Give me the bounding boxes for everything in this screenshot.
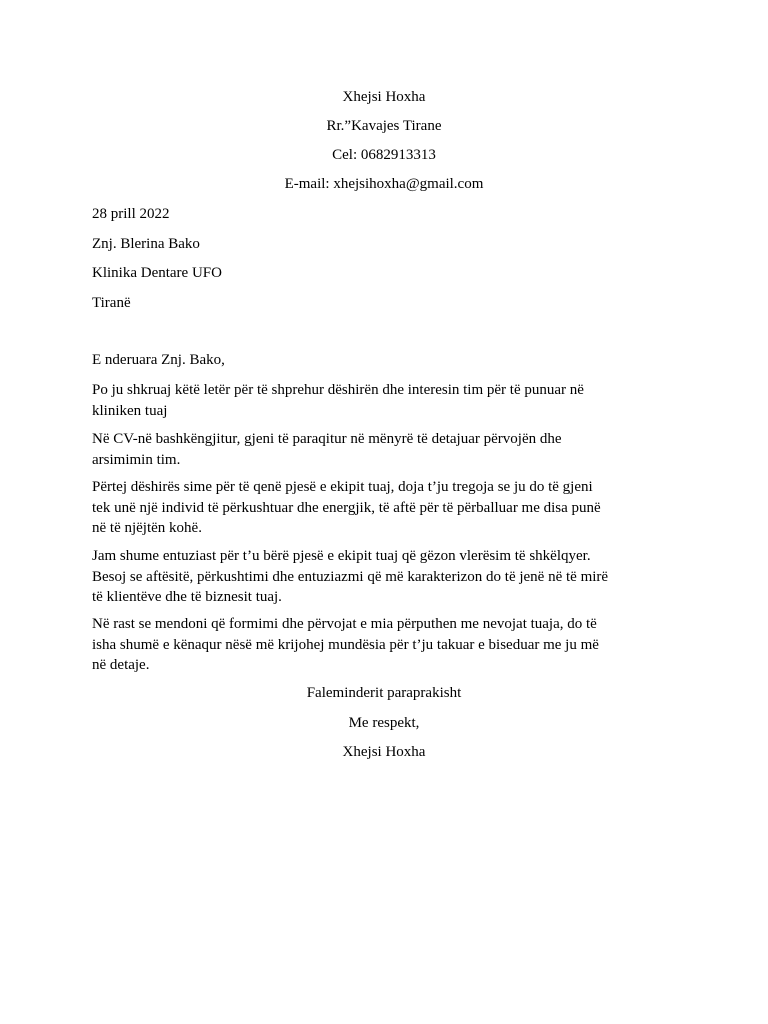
- salutation: E nderuara Znj. Bako,: [92, 352, 225, 368]
- sender-address: Rr.”Kavajes Tirane: [326, 118, 442, 134]
- paragraph-line: tek unë një individ të përkushtuar dhe energjik, të aftë për të përballuar me disa punë: [92, 499, 601, 516]
- closing-thanks: Faleminderit paraprakisht: [306, 685, 462, 701]
- paragraph-line: Në rast se mendoni që formimi dhe përvojat e mia përputhen me nevojat tuaja, do të: [92, 616, 597, 632]
- sender-name: Xhejsi Hoxha: [342, 89, 426, 105]
- sender-email: E-mail: xhejsihoxha@gmail.com: [284, 176, 484, 192]
- recipient-city: Tiranë: [92, 295, 131, 311]
- body-paragraph-4: [92, 546, 692, 608]
- paragraph-line: në të njëjtën kohë.: [92, 520, 202, 536]
- paragraph-line: kliniken tuaj: [92, 402, 168, 419]
- closing-signature: Xhejsi Hoxha: [342, 744, 426, 760]
- paragraph-line: të klientëve dhe të biznesit tuaj.: [92, 589, 282, 605]
- body-paragraph-5: [92, 614, 692, 676]
- paragraph-line: arsimimin tim.: [92, 451, 181, 468]
- sender-phone: Cel: 0682913313: [332, 147, 436, 163]
- paragraph-line: isha shumë e kënaqur nësë më krijohej mundësia për t’ju takuar e biseduar me ju më: [92, 636, 599, 653]
- paragraph-line: Po ju shkruaj këtë letër për të shprehur dëshirën dhe interesin tim për të punuar në: [92, 382, 584, 398]
- recipient-organization: Klinika Dentare UFO: [92, 265, 222, 281]
- recipient-name: Znj. Blerina Bako: [92, 236, 200, 252]
- closing-regards: Me respekt,: [348, 715, 420, 731]
- body-paragraph-3: [92, 477, 692, 539]
- body-paragraph-2: [92, 429, 692, 470]
- body-paragraph-1: [92, 380, 692, 421]
- paragraph-line: Në CV-në bashkëngjitur, gjeni të paraqitur në mënyrë të detajuar përvojën dhe: [92, 431, 562, 447]
- letter-date: 28 prill 2022: [92, 206, 170, 222]
- paragraph-line: në detaje.: [92, 657, 150, 673]
- paragraph-line: Besoj se aftësitë, përkushtimi dhe entuziazmi që më karakterizon do të jenë në të mirë: [92, 568, 609, 585]
- paragraph-line: Përtej dëshirës sime për të qenë pjesë e ekipit tuaj, doja t’ju tregoja se ju do të gjeni: [92, 479, 593, 495]
- paragraph-line: Jam shume entuziast për t’u bërë pjesë e ekipit tuaj që gëzon vlerësim të shkëlqyer.: [92, 548, 591, 564]
